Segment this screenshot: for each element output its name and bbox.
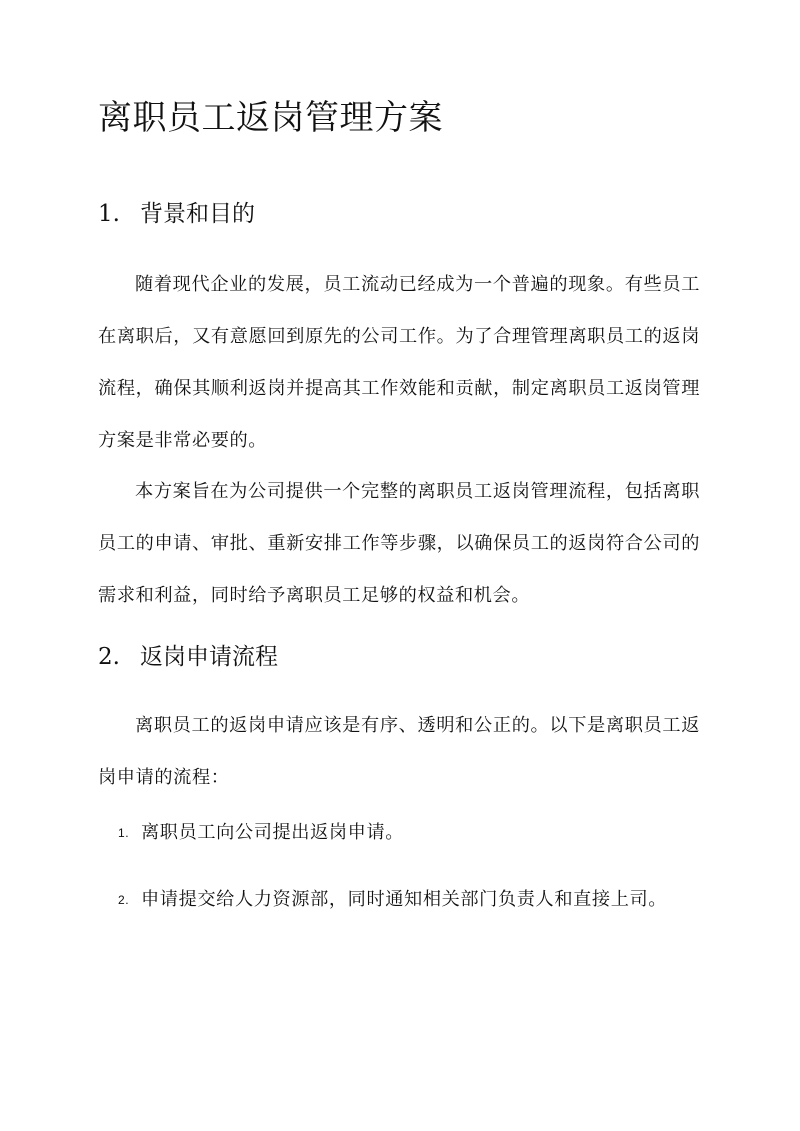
list-item — [118, 807, 700, 859]
list-item-text: 申请提交给人力资源部，同时通知相关部门负责人和直接上司。 — [141, 889, 668, 910]
list-item-text: 离职员工向公司提出返岗申请。 — [141, 822, 405, 843]
document-title: 离职员工返岗管理方案 — [98, 98, 443, 138]
list-item-number: 1. — [118, 826, 130, 840]
list-item-number: 2. — [118, 893, 130, 907]
section-number: 2. — [98, 644, 120, 670]
section-number: 1. — [98, 201, 120, 227]
list-item — [118, 874, 700, 926]
section-title: 背景和目的 — [140, 201, 255, 227]
paragraph-background-1: 随着现代企业的发展，员工流动已经成为一个普遍的现象。有些员工在离职后，又有意愿回到原先的公司工作。为了合理管理离职员工的返岗流程，确保其顺利返岗并提高其工作效能和贡献，制定离职员工返岗管理方案是非常必要的。 — [98, 274, 700, 451]
section-heading-application-process — [98, 637, 278, 677]
section-title: 返岗申请流程 — [140, 644, 278, 670]
section-heading-background — [98, 194, 255, 234]
paragraph-background-2: 本方案旨在为公司提供一个完整的离职员工返岗管理流程，包括离职员工的申请、审批、重新安排工作等步骤，以确保员工的返岗符合公司的需求和利益，同时给予离职员工足够的权益和机会。 — [98, 481, 700, 606]
paragraph-application-intro: 离职员工的返岗申请应该是有序、透明和公正的。以下是离职员工返岗申请的流程： — [98, 715, 700, 788]
